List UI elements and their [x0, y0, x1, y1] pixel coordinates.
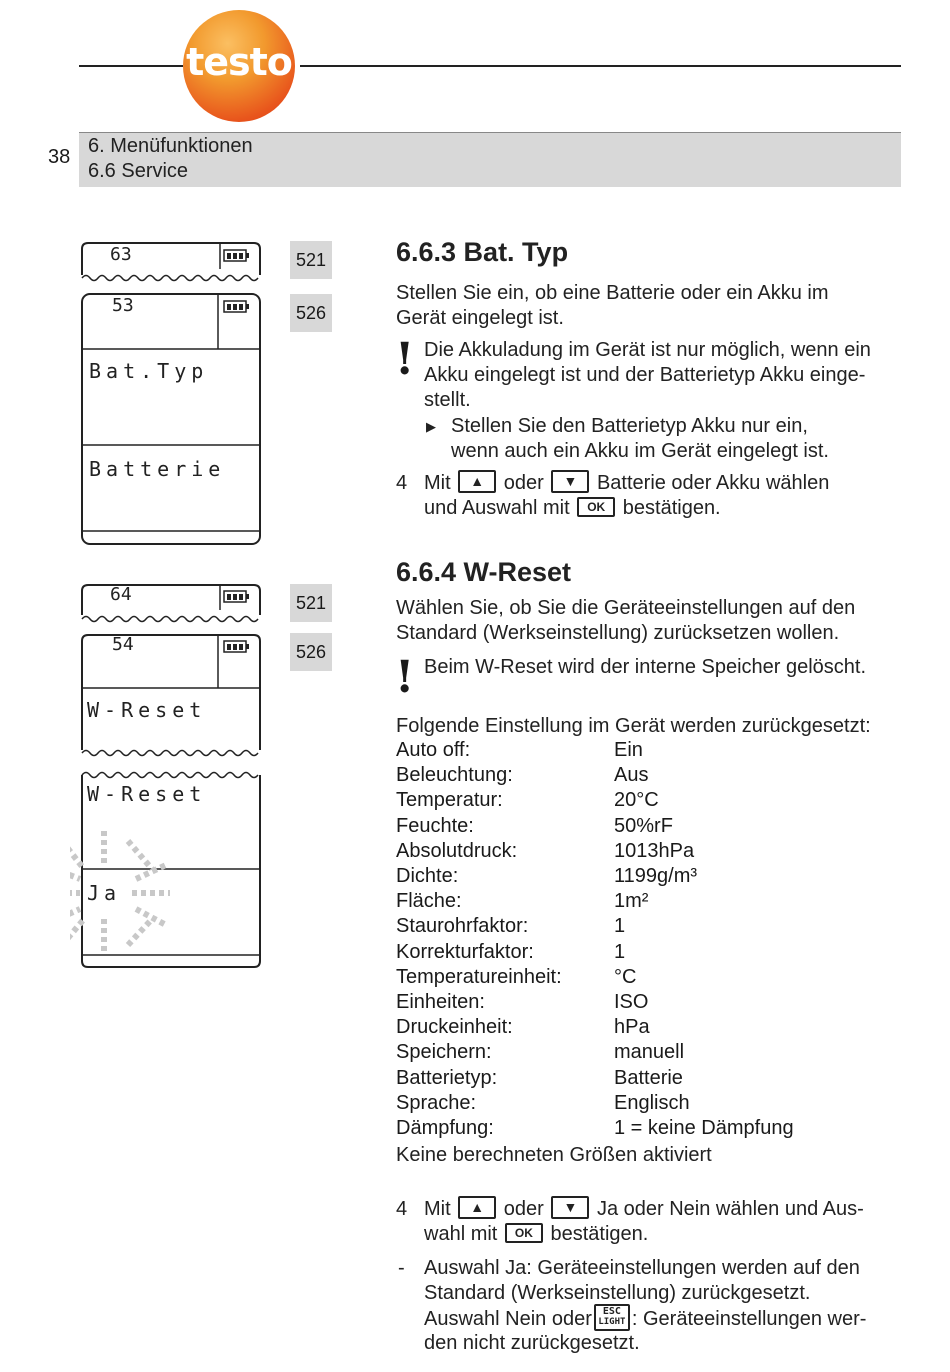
warning-icon: ! [395, 652, 415, 703]
result-text: : Geräteeinstellungen wer- [631, 1307, 867, 1330]
ok-key-icon: OK [505, 1223, 543, 1243]
bullet-line: Stellen Sie den Batterietyp Akku nur ein, [451, 415, 808, 437]
light-label: LIGHT [598, 1317, 626, 1327]
ok-key-icon: OK [577, 497, 615, 517]
warning-line: stellt. [424, 389, 471, 411]
ref-tag: 521 [290, 584, 332, 622]
result-line: den nicht zurückgesetzt. [424, 1332, 640, 1354]
setting-name: Druckeinheit: [396, 1016, 513, 1039]
step-text: Mit [424, 472, 451, 494]
setting-name: Dichte: [396, 865, 459, 887]
setting-name: Speichern: [396, 1041, 492, 1064]
lcd-label: Bat.Typ [89, 359, 209, 383]
lcd-label: W-Reset [87, 698, 207, 722]
setting-name: Batterietyp: [396, 1066, 498, 1089]
testo-logo [183, 10, 295, 122]
up-key-icon: ▲ [458, 1196, 496, 1219]
lcd-label: Ja [87, 881, 122, 905]
section-heading: 6.6.4 W-Reset [396, 557, 572, 587]
step-text: Mit [424, 1198, 451, 1220]
battery-icon [224, 301, 249, 312]
setting-name: Auto off: [396, 739, 471, 761]
setting-value: Batterie [614, 1066, 683, 1089]
chapter-band [79, 132, 901, 187]
list-title: Folgende Einstellung im Gerät werden zurückgesetzt: [396, 715, 871, 737]
step-text: Ja oder Nein wählen und Aus- [596, 1198, 864, 1220]
setting-value: manuell [614, 1041, 685, 1064]
step-text: oder [503, 1198, 544, 1220]
ref-tag: 526 [290, 633, 332, 671]
esc-label: ESC [602, 1306, 621, 1317]
warning-icon: ! [395, 334, 415, 385]
setting-name: Temperatureinheit: [396, 965, 562, 988]
setting-value: ISO [614, 991, 649, 1013]
list-footer: Keine berechneten Größen aktiviert [396, 1144, 712, 1166]
step-line [424, 1222, 648, 1247]
setting-name: Dämpfung: [396, 1117, 494, 1139]
result-line: Auswahl Ja: Geräteeinstellungen werden auf den [424, 1257, 860, 1279]
bullet-arrow-icon: ▶ [426, 419, 436, 434]
step-text: bestätigen. [550, 1223, 649, 1245]
bullet-line: wenn auch ein Akku im Gerät eingelegt ist. [451, 440, 829, 462]
paragraph-line: Gerät eingelegt ist. [396, 307, 564, 329]
setting-name: Feuchte: [396, 814, 474, 837]
setting-value: 1199g/m³ [614, 865, 698, 887]
setting-name: Sprache: [396, 1091, 477, 1114]
section-title: 6.6 Service [88, 160, 189, 182]
setting-name: Temperatur: [396, 789, 503, 812]
down-key-icon: ▼ [551, 1196, 589, 1219]
step-line [424, 471, 829, 496]
lcd-label: W-Reset [87, 782, 207, 806]
setting-value: 1013hPa [614, 839, 695, 862]
step-text: Batterie oder Akku wählen [596, 472, 830, 494]
setting-value: Ein [614, 739, 643, 761]
setting-value: 1 [614, 940, 626, 963]
ref-tag: 521 [290, 241, 332, 279]
logo-text: testo [186, 40, 292, 84]
page-number: 38 [48, 146, 71, 168]
esc-light-key-icon [594, 1304, 630, 1331]
step-text: wahl mit [424, 1223, 498, 1245]
paragraph-line: Standard (Werkseinstellung) zurücksetzen wollen. [396, 622, 840, 644]
setting-value: hPa [614, 1016, 650, 1039]
step-number: 4 [396, 1198, 408, 1220]
result-line: Standard (Werkseinstellung) zurückgesetzt. [424, 1282, 811, 1304]
setting-name: Staurohrfaktor: [396, 915, 529, 938]
warning-line: Beim W-Reset wird der interne Speicher gelöscht. [424, 656, 867, 678]
warning-line: Akku eingelegt ist und der Batterietyp Akku einge- [424, 364, 866, 386]
setting-value: 1 = keine Dämpfung [614, 1117, 794, 1139]
lcd-value: 54 [112, 634, 134, 655]
screen-54 [82, 635, 260, 756]
result-text: Auswahl Nein oder [424, 1307, 592, 1330]
paragraph-line: Wählen Sie, ob Sie die Geräteeinstellungen auf den [396, 597, 856, 619]
setting-name: Korrekturfaktor: [396, 940, 534, 963]
lcd-label: Batterie [89, 457, 226, 481]
section-heading: 6.6.3 Bat. Typ [396, 237, 569, 267]
step-text: und Auswahl mit [424, 497, 570, 519]
device-screens-illustration [70, 235, 280, 975]
battery-icon [224, 641, 249, 652]
battery-icon [224, 591, 249, 602]
setting-name: Fläche: [396, 890, 462, 913]
setting-value: 20°C [614, 789, 659, 812]
header-rule-right [300, 65, 901, 67]
up-key-icon: ▲ [458, 470, 496, 493]
warning-line: Die Akkuladung im Gerät ist nur möglich, wenn ein [424, 339, 871, 361]
step-text: oder [503, 472, 544, 494]
step-line [424, 1197, 864, 1222]
setting-value: °C [614, 965, 637, 988]
setting-name: Beleuchtung: [396, 764, 513, 787]
lcd-value: 63 [110, 244, 132, 265]
setting-value: Englisch [614, 1091, 690, 1114]
setting-name: Absolutdruck: [396, 839, 518, 862]
result-line [424, 1306, 866, 1333]
down-key-icon: ▼ [551, 470, 589, 493]
battery-icon [224, 250, 249, 261]
setting-value: 1m² [614, 890, 649, 913]
step-line [424, 496, 721, 521]
setting-value: Aus [614, 764, 649, 787]
paragraph-line: Stellen Sie ein, ob eine Batterie oder ein Akku im [396, 282, 829, 304]
lcd-value: 53 [112, 295, 134, 316]
step-text: bestätigen. [622, 497, 721, 519]
setting-name: Einheiten: [396, 991, 485, 1013]
screen-53 [82, 294, 260, 544]
setting-value: 1 [614, 915, 626, 938]
chapter-title: 6. Menüfunktionen [88, 135, 253, 157]
setting-value: 50%rF [614, 814, 673, 837]
step-number: 4 [396, 472, 408, 494]
ref-tag: 526 [290, 294, 332, 332]
header-rule-left [79, 65, 183, 67]
dash-bullet: - [398, 1257, 405, 1279]
lcd-value: 64 [110, 584, 132, 605]
